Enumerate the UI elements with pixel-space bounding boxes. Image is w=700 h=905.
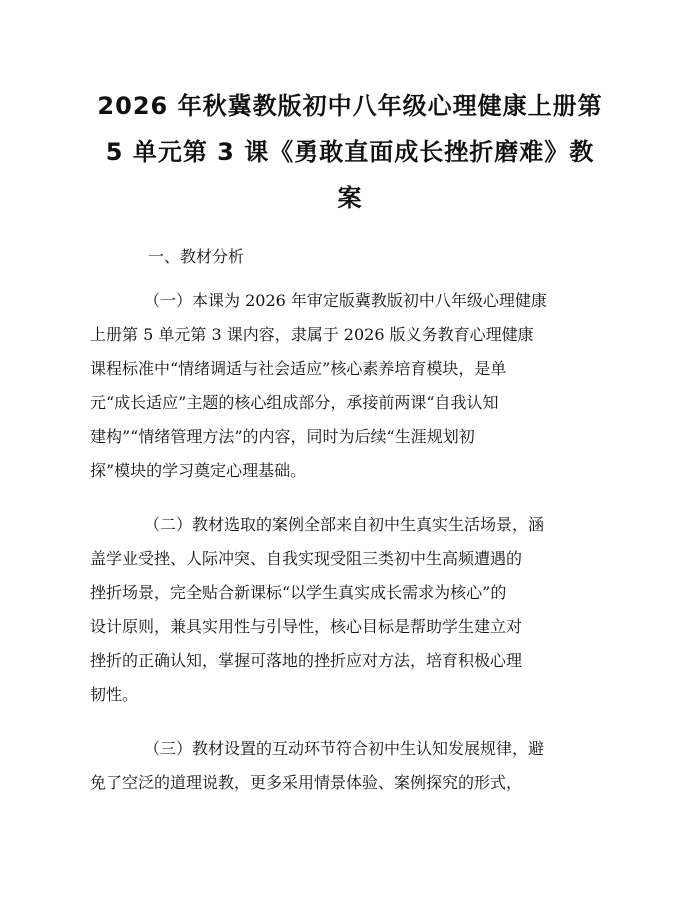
title-line: 案 xyxy=(337,184,363,212)
paragraph-line: 挫折场景，完全贴合新课标“以学生真实成长需求为核心”的 xyxy=(90,583,507,602)
paragraph-line: 课程标准中“情绪调适与社会适应”核心素养培育模块，是单 xyxy=(90,359,507,378)
paragraph-3 xyxy=(90,732,620,800)
title-line: 2026 年秋冀教版初中八年级心理健康上册第 xyxy=(97,92,603,120)
paragraph-line: （二）教材选取的案例全部来自初中生真实生活场景，涵 xyxy=(144,515,545,534)
paragraph-line: 韧性。 xyxy=(90,685,139,704)
paragraph-line: 免了空泛的道理说教，更多采用情景体验、案例探究的形式， xyxy=(90,773,523,792)
paragraph-2 xyxy=(90,508,620,712)
paragraph-line: （三）教材设置的互动环节符合初中生认知发展规律，避 xyxy=(144,739,545,758)
document-title xyxy=(95,83,605,221)
paragraph-1 xyxy=(90,284,620,488)
paragraph-line: 建构”“情绪管理方法”的内容，同时为后续“生涯规划初 xyxy=(90,427,475,446)
paragraph-line: 挫折的正确认知，掌握可落地的挫折应对方法，培育积极心理 xyxy=(90,651,523,670)
paragraph-line: 元“成长适应”主题的核心组成部分，承接前两课“自我认知 xyxy=(90,393,499,412)
paragraph-line: 盖学业受挫、人际冲突、自我实现受阻三类初中生高频遭遇的 xyxy=(90,549,523,568)
paragraph-line: （一）本课为 2026 年审定版冀教版初中八年级心理健康 xyxy=(144,291,547,310)
paragraph-line: 设计原则，兼具实用性与引导性，核心目标是帮助学生建立对 xyxy=(90,617,523,636)
paragraph-line: 探”模块的学习奠定心理基础。 xyxy=(90,461,307,480)
paragraph-line: 上册第 5 单元第 3 课内容，隶属于 2026 版义务教育心理健康 xyxy=(90,325,534,344)
section-heading: 一、教材分析 xyxy=(148,247,245,266)
title-line: 5 单元第 3 课《勇敢直面成长挫折磨难》教 xyxy=(105,138,595,166)
